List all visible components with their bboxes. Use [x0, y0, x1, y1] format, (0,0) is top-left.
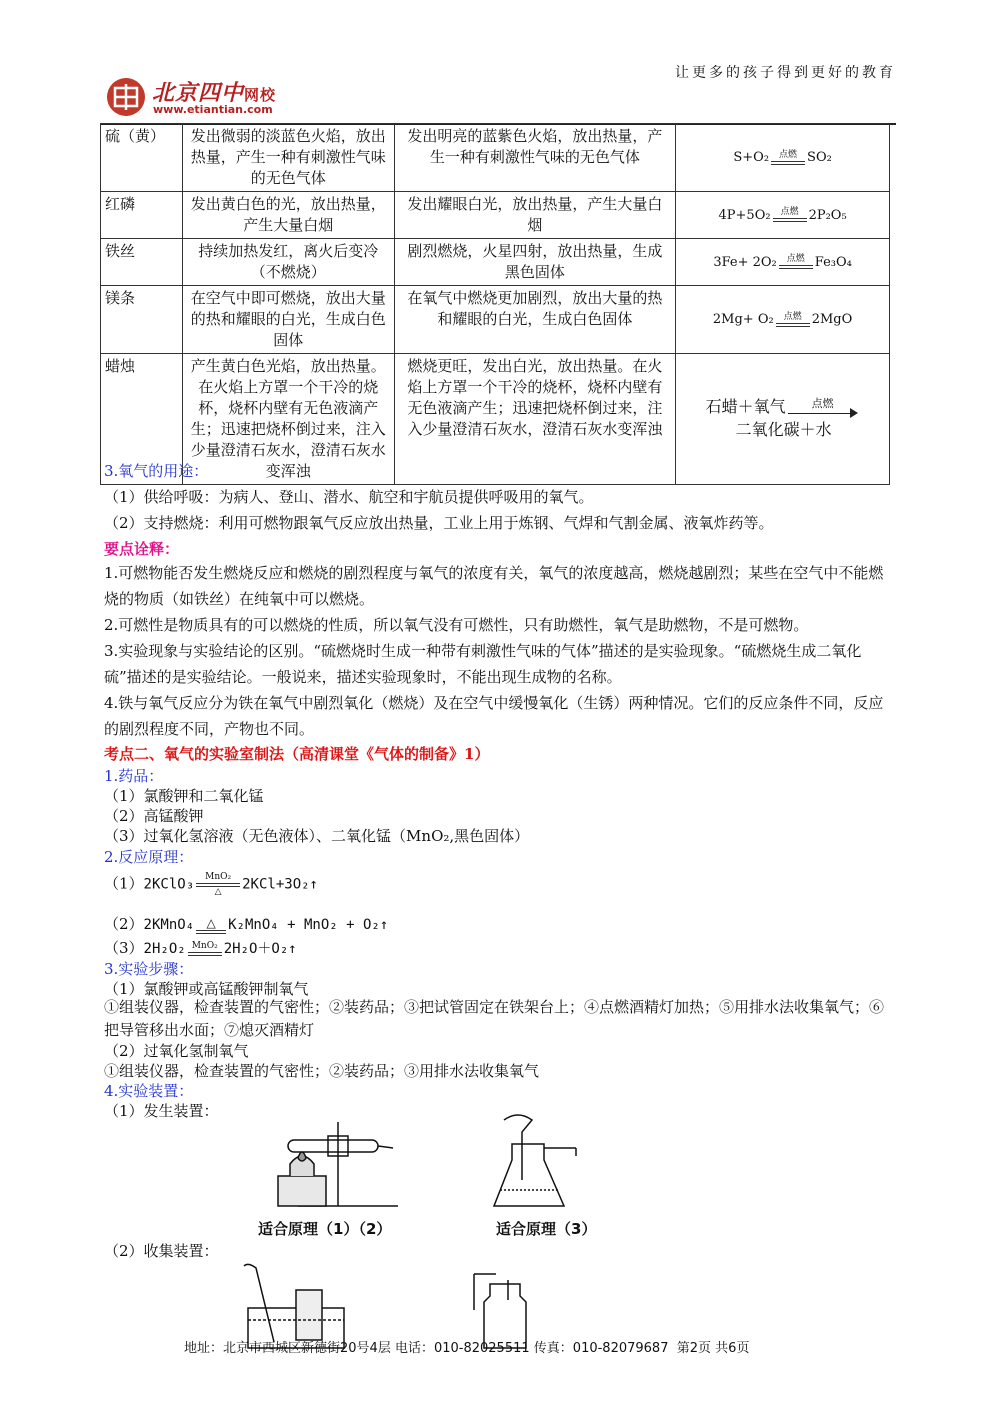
drugs-title: 1.药品：: [104, 767, 164, 785]
air-phenomenon-cell: 在空气中即可燃烧，放出大量的热和耀眼的白光，生成白色固体: [182, 286, 394, 354]
header-slogan: 让更多的孩子得到更好的教育: [675, 65, 896, 81]
substance-cell: 硫（黄）: [101, 124, 183, 192]
substance-cell: 铁丝: [101, 239, 183, 286]
notes-title: 要点诠释：: [104, 540, 180, 558]
oxygen-phenomenon-cell: 剧烈燃烧，火星四射，放出热量，生成黑色固体: [394, 239, 676, 286]
equation-reactants: 2Mg+ O₂: [712, 312, 774, 327]
note-1: 1.可燃物能否发生燃烧反应和燃烧的剧烈程度与氧气的浓度有关，氧气的浓度越高，燃烧越剧烈；某些在空气中不能燃烧的物质（如铁丝）在纯氧中可以燃烧。: [104, 564, 884, 608]
air-phenomenon-cell: 发出黄白色的光，放出热量，产生大量白烟: [182, 192, 394, 239]
footer-address: 地址：北京市西城区新德街20号4层: [184, 1341, 391, 1356]
substance-cell: 蜡烛: [101, 354, 183, 485]
heating-apparatus-icon: [268, 1118, 408, 1210]
equation-cell: [676, 354, 890, 485]
logo-url: www.etiantian.com: [153, 103, 273, 116]
equation-condition: 点燃: [788, 399, 858, 418]
air-phenomenon-cell: 发出微弱的淡蓝色火焰，放出热量，产生一种有刺激性气味的无色气体: [182, 124, 394, 192]
equation-reactants: 4P+5O₂: [718, 207, 771, 223]
oxygen-phenomenon-cell: 燃烧更旺，发出白光，放出热量。在火焰上方罩一个干冷的烧杯，烧杯内壁有无色液滴产生；迅速把烧杯倒过来，注入少量澄清石灰水，澄清石灰水变浑浊: [394, 354, 676, 485]
drug-2: （2）高锰酸钾: [104, 807, 204, 825]
air-phenomenon-cell: 产生黄白色光焰，放出热量。在火焰上方罩一个干冷的烧杯，烧杯内壁有无色液滴产生；迅速把烧杯倒过来，注入少量澄清石灰水，澄清石灰水变浑浊: [182, 354, 394, 485]
equation-cell: [676, 239, 890, 286]
table-row: [101, 192, 890, 239]
table-row: [101, 286, 890, 354]
equation-2: （2）2KMnO₄ △ K₂MnO₄ + MnO₂ + O₂↑: [104, 915, 389, 933]
equation-cell: [676, 192, 890, 239]
equation-products: Fe₃O₄: [814, 254, 852, 270]
equation-1: （1）2KClO₃ MnO₂ △ 2KCl+3O₂↑: [104, 872, 318, 897]
note-3: 3.实验现象与实验结论的区别。“硫燃烧时生成一种带有刺激性气味的气体”描述的是实验现象。“硫燃烧生成二氧化硫”描述的是实验结论。一般说来，描述实验现象时，不能出现生成物的名称。: [104, 642, 862, 686]
steps-b-text: ①组装仪器，检查装置的气密性；②装药品；③用排水法收集氧气: [104, 1062, 540, 1080]
oxygen-phenomenon-cell: 发出耀眼白光，放出热量，产生大量白烟: [394, 192, 676, 239]
equation-reactants: 3Fe+ 2O₂: [713, 254, 777, 270]
steps-a-title: （1）氯酸钾或高锰酸钾制氧气: [104, 980, 309, 998]
generation-caption-2: 适合原理（3）: [496, 1220, 597, 1238]
steps-a-text: ①组装仪器，检查装置的气密性；②装药品；③把试管固定在铁架台上；④点燃酒精灯加热；⑤用排水法收集氧气；⑥把导管移出水面；⑦熄灭酒精灯: [104, 998, 885, 1039]
table-row: [101, 124, 890, 192]
generation-caption-1: 适合原理（1）（2）: [258, 1220, 392, 1238]
footer-phone: 电话：010-82025511: [394, 1341, 530, 1356]
collection-title: （2）收集装置：: [104, 1242, 219, 1260]
substance-cell: 红磷: [101, 192, 183, 239]
note-2: 2.可燃性是物质具有的可以燃烧的性质，所以氧气没有可燃性，只有助燃性，氧气是助燃物，不是可燃物。: [104, 616, 809, 634]
equation-cell: [676, 124, 890, 192]
drug-3: （3）过氧化氢溶液（无色液体）、二氧化锰（MnO₂,黑色固体）: [104, 827, 530, 845]
generation-title: （1）发生装置：: [104, 1102, 219, 1120]
logo-name: 北京四中网校: [152, 80, 277, 106]
steps-title: 3.实验步骤：: [104, 960, 194, 978]
equation-products: 2P₂O₅: [808, 207, 847, 223]
equation-condition: 点燃: [773, 208, 807, 222]
uses-title: 3.氧气的用途：: [104, 462, 209, 480]
equation-condition: 点燃: [776, 313, 810, 327]
equation-3: （3）2H₂O₂ MnO₂ 2H₂O＋O₂↑: [104, 939, 297, 957]
equation-products: 二氧化碳＋水: [735, 420, 832, 439]
equation-condition: 点燃: [771, 151, 805, 165]
equation-products: 2MgO: [811, 312, 853, 327]
air-phenomenon-cell: 持续加热发红，离火后变冷（不燃烧）: [182, 239, 394, 286]
uses-item-2: （2）支持燃烧：利用可燃物跟氧气反应放出热量，工业上用于炼钢、气焊和气割金属、液氧炸药等。: [104, 514, 774, 532]
equation-cell: [676, 286, 890, 354]
oxygen-phenomenon-cell: 在氧气中燃烧更加剧烈，放出大量的热和耀眼的白光，生成白色固体: [394, 286, 676, 354]
section2-title: 考点二、氧气的实验室制法（高清课堂《气体的制备》1）: [104, 745, 490, 763]
uses-item-1: （1）供给呼吸：为病人、登山、潜水、航空和宇航员提供呼吸用的氧气。: [104, 488, 594, 506]
equation-reactants: 石蜡＋氧气: [705, 397, 786, 416]
substance-cell: 镁条: [101, 286, 183, 354]
steps-b-title: （2）过氧化氢制氧气: [104, 1042, 249, 1060]
equation-condition: 点燃: [779, 255, 813, 269]
apparatus-title: 4.实验装置：: [104, 1082, 194, 1100]
table-row: [101, 239, 890, 286]
table-row: [101, 354, 890, 485]
footer-page: 第2页: [676, 1341, 712, 1356]
footer: [184, 1337, 749, 1356]
drug-1: （1）氯酸钾和二氧化锰: [104, 787, 264, 805]
note-4: 4.铁与氧气反应分为铁在氧气中剧烈氧化（燃烧）及在空气中缓慢氧化（生锈）两种情况。它们的反应条件不同，反应的剧烈程度不同，产物也不同。: [104, 694, 884, 738]
footer-fax: 传真：010-82079687: [533, 1341, 669, 1356]
combustion-table: [100, 123, 890, 485]
equation-products: SO₂: [807, 150, 832, 165]
oxygen-phenomenon-cell: 发出明亮的蓝紫色火焰，放出热量，产生一种有刺激性气味的无色气体: [394, 124, 676, 192]
footer-total: 共6页: [715, 1341, 750, 1356]
principle-title: 2.反应原理：: [104, 848, 194, 866]
equation-reactants: S+O₂: [733, 150, 770, 165]
flask-apparatus-icon: [490, 1110, 580, 1210]
